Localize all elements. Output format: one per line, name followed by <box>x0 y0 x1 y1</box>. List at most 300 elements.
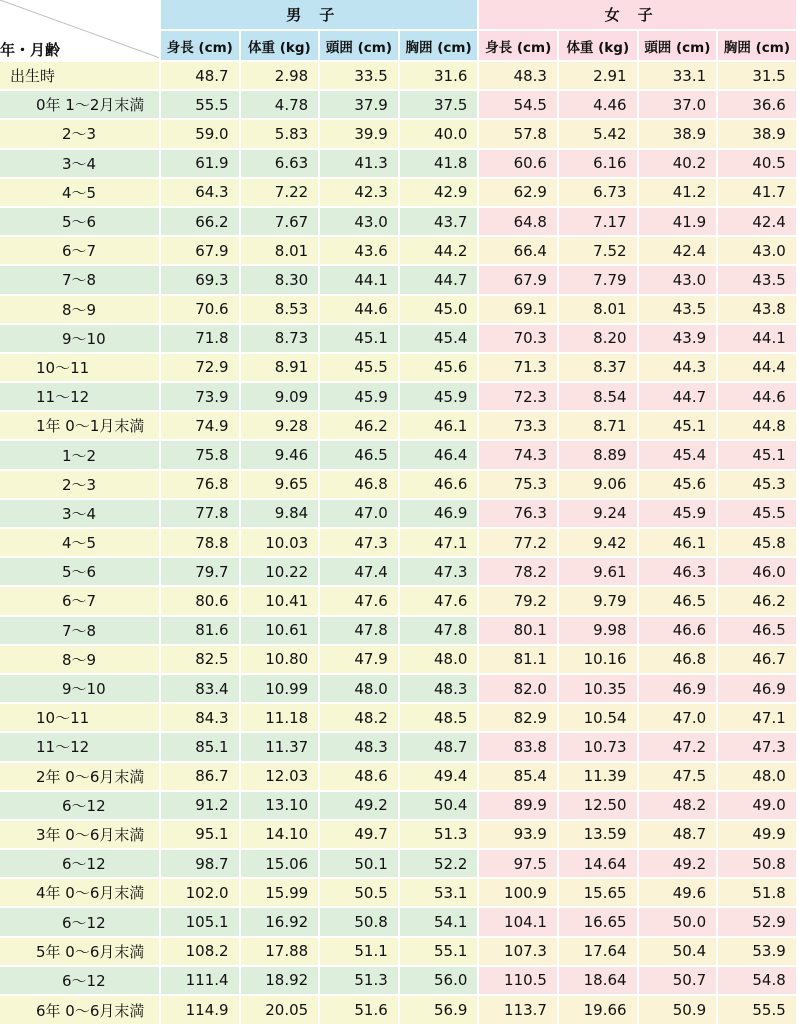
female-chest-cell: 43.8 <box>717 295 797 324</box>
female-chest-cell: 41.7 <box>717 178 797 207</box>
row-label: 10～11 <box>0 353 160 382</box>
male-chest-cell: 44.7 <box>399 265 479 294</box>
male-head-cell: 41.3 <box>319 149 399 178</box>
male-height-cell: 76.8 <box>160 470 240 499</box>
row-label: 2年 0～6月末満 <box>0 762 160 791</box>
male-weight-cell: 4.78 <box>240 90 320 119</box>
female-height-cell: 89.9 <box>478 791 558 820</box>
table-row <box>0 703 797 732</box>
male-head-cell: 50.8 <box>319 907 399 936</box>
female-height-cell: 60.6 <box>478 149 558 178</box>
male-head-cell: 47.8 <box>319 616 399 645</box>
male-chest-cell: 37.5 <box>399 90 479 119</box>
row-label: 6～12 <box>0 849 160 878</box>
table-row <box>0 236 797 265</box>
female-chest-cell: 47.1 <box>717 703 797 732</box>
female-weight-cell: 13.59 <box>558 820 638 849</box>
male-weight-cell: 15.99 <box>240 878 320 907</box>
table-row <box>0 353 797 382</box>
female-head-cell: 46.8 <box>638 645 718 674</box>
male-head-cell: 45.5 <box>319 353 399 382</box>
female-weight-cell: 7.17 <box>558 207 638 236</box>
female-chest-cell: 46.7 <box>717 645 797 674</box>
female-weight-cell: 10.35 <box>558 674 638 703</box>
female-weight-cell: 9.79 <box>558 586 638 615</box>
female-weight-cell: 9.24 <box>558 499 638 528</box>
female-weight-cell: 9.06 <box>558 470 638 499</box>
female-height-cell: 75.3 <box>478 470 558 499</box>
female-weight-cell: 2.91 <box>558 61 638 90</box>
row-label: 7～8 <box>0 616 160 645</box>
row-label: 7～8 <box>0 265 160 294</box>
female-height-cell: 83.8 <box>478 732 558 761</box>
male-weight-cell: 9.09 <box>240 382 320 411</box>
row-label: 1～2 <box>0 440 160 469</box>
female-chest-cell: 48.0 <box>717 762 797 791</box>
female-height-cell: 54.5 <box>478 90 558 119</box>
male-weight-cell: 14.10 <box>240 820 320 849</box>
row-label: 3年 0～6月末満 <box>0 820 160 849</box>
female-head-cell: 43.9 <box>638 324 718 353</box>
female-chest-cell: 52.9 <box>717 907 797 936</box>
female-height-cell: 57.8 <box>478 119 558 148</box>
male-weight-cell: 8.01 <box>240 236 320 265</box>
male-height-cell: 48.7 <box>160 61 240 90</box>
row-label: 2～3 <box>0 470 160 499</box>
row-label: 5～6 <box>0 557 160 586</box>
male-weight-cell: 6.63 <box>240 149 320 178</box>
female-chest-cell: 45.5 <box>717 499 797 528</box>
female-height-cell: 85.4 <box>478 762 558 791</box>
male-weight-cell: 10.22 <box>240 557 320 586</box>
male-weight-cell: 8.53 <box>240 295 320 324</box>
table-row <box>0 732 797 761</box>
male-height-cell: 69.3 <box>160 265 240 294</box>
male-head-cell: 47.6 <box>319 586 399 615</box>
female-head-cell: 49.2 <box>638 849 718 878</box>
female-height-cell: 66.4 <box>478 236 558 265</box>
female-head-cell: 41.9 <box>638 207 718 236</box>
male-height-cell: 64.3 <box>160 178 240 207</box>
table-row <box>0 119 797 148</box>
male-head-cell: 49.2 <box>319 791 399 820</box>
table-row <box>0 149 797 178</box>
male-head-cell: 46.2 <box>319 411 399 440</box>
male-head-cell: 48.2 <box>319 703 399 732</box>
female-weight-cell: 8.71 <box>558 411 638 440</box>
female-height-cell: 80.1 <box>478 616 558 645</box>
male-head-cell: 51.3 <box>319 966 399 995</box>
female-height-cell: 72.3 <box>478 382 558 411</box>
table-row <box>0 907 797 936</box>
male-weight-cell: 10.80 <box>240 645 320 674</box>
female-head-cell: 47.5 <box>638 762 718 791</box>
female-head-header: 頭囲 (cm) <box>638 30 718 61</box>
female-head-cell: 40.2 <box>638 149 718 178</box>
table-row <box>0 499 797 528</box>
female-chest-cell: 40.5 <box>717 149 797 178</box>
table-row <box>0 324 797 353</box>
male-weight-cell: 9.65 <box>240 470 320 499</box>
male-chest-cell: 31.6 <box>399 61 479 90</box>
table-row <box>0 440 797 469</box>
female-head-cell: 47.2 <box>638 732 718 761</box>
female-head-cell: 48.7 <box>638 820 718 849</box>
female-weight-cell: 8.20 <box>558 324 638 353</box>
male-height-cell: 55.5 <box>160 90 240 119</box>
male-weight-cell: 9.46 <box>240 440 320 469</box>
table-row <box>0 645 797 674</box>
male-chest-cell: 44.2 <box>399 236 479 265</box>
female-height-cell: 82.9 <box>478 703 558 732</box>
female-weight-cell: 16.65 <box>558 907 638 936</box>
table-row <box>0 674 797 703</box>
row-label: 8～9 <box>0 295 160 324</box>
male-chest-cell: 47.6 <box>399 586 479 615</box>
male-chest-cell: 40.0 <box>399 119 479 148</box>
female-weight-cell: 14.64 <box>558 849 638 878</box>
male-head-cell: 33.5 <box>319 61 399 90</box>
female-height-cell: 73.3 <box>478 411 558 440</box>
male-chest-header: 胸囲 (cm) <box>399 30 479 61</box>
male-height-cell: 114.9 <box>160 995 240 1024</box>
row-label: 11～12 <box>0 382 160 411</box>
row-label: 4～5 <box>0 528 160 557</box>
male-height-cell: 82.5 <box>160 645 240 674</box>
female-chest-cell: 50.8 <box>717 849 797 878</box>
male-height-cell: 77.8 <box>160 499 240 528</box>
male-head-cell: 45.1 <box>319 324 399 353</box>
male-group-header: 男子 <box>160 0 478 30</box>
female-weight-cell: 8.01 <box>558 295 638 324</box>
male-chest-cell: 41.8 <box>399 149 479 178</box>
male-chest-cell: 45.9 <box>399 382 479 411</box>
male-weight-cell: 11.18 <box>240 703 320 732</box>
table-row <box>0 382 797 411</box>
male-chest-cell: 56.9 <box>399 995 479 1024</box>
table-row <box>0 528 797 557</box>
female-head-cell: 37.0 <box>638 90 718 119</box>
male-height-cell: 91.2 <box>160 791 240 820</box>
female-weight-cell: 5.42 <box>558 119 638 148</box>
female-chest-cell: 36.6 <box>717 90 797 119</box>
row-label: 11～12 <box>0 732 160 761</box>
male-head-cell: 47.4 <box>319 557 399 586</box>
row-label: 6～12 <box>0 907 160 936</box>
female-weight-cell: 8.54 <box>558 382 638 411</box>
male-height-cell: 71.8 <box>160 324 240 353</box>
female-head-cell: 43.5 <box>638 295 718 324</box>
male-height-cell: 105.1 <box>160 907 240 936</box>
female-head-cell: 46.9 <box>638 674 718 703</box>
female-weight-cell: 9.61 <box>558 557 638 586</box>
table-row <box>0 820 797 849</box>
female-head-cell: 45.4 <box>638 440 718 469</box>
female-head-cell: 46.6 <box>638 616 718 645</box>
male-weight-cell: 12.03 <box>240 762 320 791</box>
male-weight-cell: 10.99 <box>240 674 320 703</box>
male-height-cell: 61.9 <box>160 149 240 178</box>
male-chest-cell: 55.1 <box>399 937 479 966</box>
female-weight-cell: 8.37 <box>558 353 638 382</box>
male-chest-cell: 42.9 <box>399 178 479 207</box>
female-head-cell: 46.5 <box>638 586 718 615</box>
male-height-cell: 72.9 <box>160 353 240 382</box>
male-chest-cell: 46.9 <box>399 499 479 528</box>
male-height-header: 身長 (cm) <box>160 30 240 61</box>
female-height-cell: 62.9 <box>478 178 558 207</box>
male-chest-cell: 49.4 <box>399 762 479 791</box>
table-row <box>0 207 797 236</box>
female-head-cell: 38.9 <box>638 119 718 148</box>
female-height-cell: 48.3 <box>478 61 558 90</box>
row-label: 4～5 <box>0 178 160 207</box>
female-head-cell: 46.3 <box>638 557 718 586</box>
male-height-cell: 67.9 <box>160 236 240 265</box>
male-height-cell: 85.1 <box>160 732 240 761</box>
female-height-cell: 70.3 <box>478 324 558 353</box>
female-weight-cell: 6.16 <box>558 149 638 178</box>
male-height-cell: 111.4 <box>160 966 240 995</box>
male-height-cell: 95.1 <box>160 820 240 849</box>
female-chest-cell: 46.5 <box>717 616 797 645</box>
row-label: 2～3 <box>0 119 160 148</box>
female-weight-cell: 8.89 <box>558 440 638 469</box>
female-chest-cell: 46.0 <box>717 557 797 586</box>
female-height-cell: 79.2 <box>478 586 558 615</box>
female-head-cell: 41.2 <box>638 178 718 207</box>
row-label: 5年 0～6月末満 <box>0 937 160 966</box>
male-chest-cell: 48.3 <box>399 674 479 703</box>
female-head-cell: 45.1 <box>638 411 718 440</box>
female-weight-cell: 15.65 <box>558 878 638 907</box>
row-label: 10～11 <box>0 703 160 732</box>
male-weight-cell: 16.92 <box>240 907 320 936</box>
female-chest-cell: 46.9 <box>717 674 797 703</box>
female-height-cell: 64.8 <box>478 207 558 236</box>
male-chest-cell: 45.6 <box>399 353 479 382</box>
table-row <box>0 411 797 440</box>
female-chest-cell: 38.9 <box>717 119 797 148</box>
female-chest-cell: 45.3 <box>717 470 797 499</box>
female-head-cell: 33.1 <box>638 61 718 90</box>
female-weight-cell: 12.50 <box>558 791 638 820</box>
male-head-cell: 47.3 <box>319 528 399 557</box>
male-head-cell: 45.9 <box>319 382 399 411</box>
male-weight-cell: 17.88 <box>240 937 320 966</box>
male-head-cell: 43.6 <box>319 236 399 265</box>
row-label: 3～4 <box>0 499 160 528</box>
table-row <box>0 90 797 119</box>
male-weight-cell: 18.92 <box>240 966 320 995</box>
table-row <box>0 849 797 878</box>
female-height-cell: 67.9 <box>478 265 558 294</box>
female-head-cell: 42.4 <box>638 236 718 265</box>
male-head-cell: 46.8 <box>319 470 399 499</box>
female-chest-cell: 55.5 <box>717 995 797 1024</box>
male-weight-cell: 10.41 <box>240 586 320 615</box>
table-row <box>0 557 797 586</box>
male-height-cell: 75.8 <box>160 440 240 469</box>
male-weight-cell: 9.84 <box>240 499 320 528</box>
male-weight-cell: 9.28 <box>240 411 320 440</box>
male-chest-cell: 47.8 <box>399 616 479 645</box>
female-chest-cell: 53.9 <box>717 937 797 966</box>
row-label: 6～7 <box>0 586 160 615</box>
male-weight-cell: 10.03 <box>240 528 320 557</box>
table-row <box>0 995 797 1024</box>
male-chest-cell: 56.0 <box>399 966 479 995</box>
female-chest-cell: 44.1 <box>717 324 797 353</box>
table-row <box>0 791 797 820</box>
table-row <box>0 178 797 207</box>
female-chest-cell: 43.0 <box>717 236 797 265</box>
row-label: 0年 1～2月末満 <box>0 90 160 119</box>
male-weight-cell: 2.98 <box>240 61 320 90</box>
female-weight-cell: 17.64 <box>558 937 638 966</box>
male-height-cell: 86.7 <box>160 762 240 791</box>
male-head-cell: 48.0 <box>319 674 399 703</box>
female-weight-header: 体重 (kg) <box>558 30 638 61</box>
male-weight-header: 体重 (kg) <box>240 30 320 61</box>
female-chest-header: 胸囲 (cm) <box>717 30 797 61</box>
female-head-cell: 50.4 <box>638 937 718 966</box>
corner-header <box>0 0 160 61</box>
male-head-cell: 37.9 <box>319 90 399 119</box>
male-head-cell: 51.6 <box>319 995 399 1024</box>
male-chest-cell: 51.3 <box>399 820 479 849</box>
male-head-cell: 48.6 <box>319 762 399 791</box>
table-row <box>0 61 797 90</box>
female-chest-cell: 44.8 <box>717 411 797 440</box>
female-chest-cell: 45.1 <box>717 440 797 469</box>
male-head-cell: 44.1 <box>319 265 399 294</box>
female-height-cell: 82.0 <box>478 674 558 703</box>
male-chest-cell: 48.7 <box>399 732 479 761</box>
male-height-cell: 79.7 <box>160 557 240 586</box>
row-label: 9～10 <box>0 324 160 353</box>
male-head-cell: 39.9 <box>319 119 399 148</box>
female-chest-cell: 49.0 <box>717 791 797 820</box>
female-chest-cell: 45.8 <box>717 528 797 557</box>
male-head-cell: 46.5 <box>319 440 399 469</box>
male-weight-cell: 10.61 <box>240 616 320 645</box>
female-head-cell: 46.1 <box>638 528 718 557</box>
female-chest-cell: 47.3 <box>717 732 797 761</box>
male-chest-cell: 47.1 <box>399 528 479 557</box>
row-label: 6年 0～6月末満 <box>0 995 160 1024</box>
female-height-cell: 113.7 <box>478 995 558 1024</box>
female-head-cell: 50.9 <box>638 995 718 1024</box>
male-chest-cell: 46.4 <box>399 440 479 469</box>
row-label: 9～10 <box>0 674 160 703</box>
female-weight-cell: 9.42 <box>558 528 638 557</box>
row-label: 3～4 <box>0 149 160 178</box>
male-height-cell: 59.0 <box>160 119 240 148</box>
female-height-cell: 69.1 <box>478 295 558 324</box>
table-row <box>0 586 797 615</box>
male-head-cell: 50.1 <box>319 849 399 878</box>
male-chest-cell: 54.1 <box>399 907 479 936</box>
female-head-cell: 44.7 <box>638 382 718 411</box>
male-height-cell: 98.7 <box>160 849 240 878</box>
male-head-cell: 47.0 <box>319 499 399 528</box>
female-chest-cell: 44.6 <box>717 382 797 411</box>
female-weight-cell: 10.16 <box>558 645 638 674</box>
male-head-cell: 49.7 <box>319 820 399 849</box>
female-weight-cell: 7.79 <box>558 265 638 294</box>
male-head-cell: 42.3 <box>319 178 399 207</box>
female-height-cell: 104.1 <box>478 907 558 936</box>
male-height-cell: 81.6 <box>160 616 240 645</box>
female-head-cell: 50.7 <box>638 966 718 995</box>
female-height-cell: 77.2 <box>478 528 558 557</box>
female-height-cell: 78.2 <box>478 557 558 586</box>
female-height-cell: 107.3 <box>478 937 558 966</box>
table-row <box>0 762 797 791</box>
female-head-cell: 48.2 <box>638 791 718 820</box>
table-row <box>0 966 797 995</box>
male-height-cell: 83.4 <box>160 674 240 703</box>
male-head-cell: 44.6 <box>319 295 399 324</box>
male-height-cell: 108.2 <box>160 937 240 966</box>
row-label: 4年 0～6月末満 <box>0 878 160 907</box>
male-height-cell: 78.8 <box>160 528 240 557</box>
female-head-cell: 44.3 <box>638 353 718 382</box>
female-weight-cell: 7.52 <box>558 236 638 265</box>
female-chest-cell: 49.9 <box>717 820 797 849</box>
male-weight-cell: 8.91 <box>240 353 320 382</box>
male-weight-cell: 7.22 <box>240 178 320 207</box>
male-height-cell: 102.0 <box>160 878 240 907</box>
row-label: 1年 0～1月末満 <box>0 411 160 440</box>
male-chest-cell: 45.0 <box>399 295 479 324</box>
row-label: 6～12 <box>0 791 160 820</box>
female-head-cell: 43.0 <box>638 265 718 294</box>
female-weight-cell: 19.66 <box>558 995 638 1024</box>
male-head-cell: 43.0 <box>319 207 399 236</box>
female-height-cell: 100.9 <box>478 878 558 907</box>
table-row <box>0 616 797 645</box>
male-weight-cell: 5.83 <box>240 119 320 148</box>
female-height-cell: 97.5 <box>478 849 558 878</box>
female-weight-cell: 18.64 <box>558 966 638 995</box>
male-weight-cell: 15.06 <box>240 849 320 878</box>
male-weight-cell: 8.73 <box>240 324 320 353</box>
row-label: 5～6 <box>0 207 160 236</box>
female-weight-cell: 9.98 <box>558 616 638 645</box>
corner-label: 年・月齢 <box>0 41 61 59</box>
male-weight-cell: 7.67 <box>240 207 320 236</box>
table-header <box>0 0 797 61</box>
male-head-cell: 51.1 <box>319 937 399 966</box>
female-chest-cell: 42.4 <box>717 207 797 236</box>
female-weight-cell: 10.73 <box>558 732 638 761</box>
male-chest-cell: 48.0 <box>399 645 479 674</box>
male-height-cell: 70.6 <box>160 295 240 324</box>
table-row <box>0 265 797 294</box>
table-row <box>0 937 797 966</box>
table-row <box>0 470 797 499</box>
female-chest-cell: 31.5 <box>717 61 797 90</box>
female-chest-cell: 43.5 <box>717 265 797 294</box>
female-height-cell: 71.3 <box>478 353 558 382</box>
male-chest-cell: 52.2 <box>399 849 479 878</box>
male-head-cell: 47.9 <box>319 645 399 674</box>
male-head-header: 頭囲 (cm) <box>319 30 399 61</box>
female-head-cell: 47.0 <box>638 703 718 732</box>
female-weight-cell: 10.54 <box>558 703 638 732</box>
